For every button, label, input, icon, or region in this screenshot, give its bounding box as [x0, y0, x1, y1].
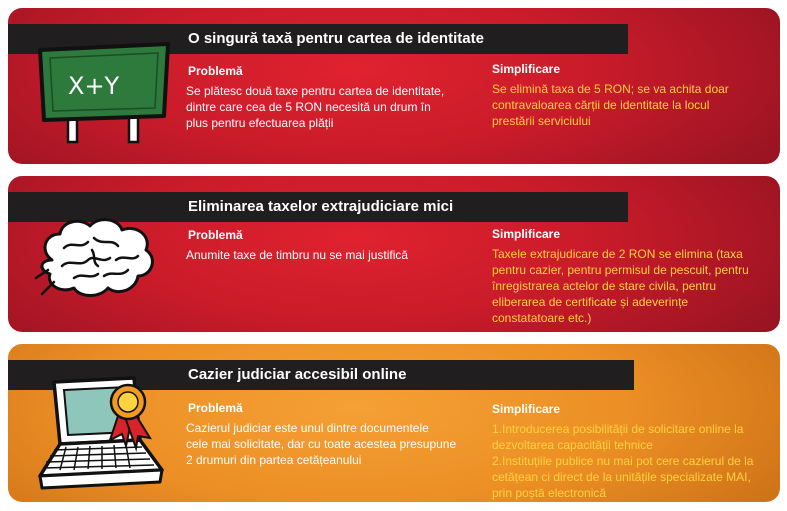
simplify-text [492, 246, 749, 326]
problem-text [186, 83, 444, 131]
problem-line: Se plătesc două taxe pentru cartea de identitate, [186, 84, 445, 98]
problem-label: Problemă [188, 401, 243, 415]
card-id-tax [8, 8, 780, 164]
problem-label: Problemă [188, 228, 243, 242]
simplify-line: Taxele extrajudicare de 2 RON se elimina (taxa [492, 247, 743, 261]
problem-label: Problemă [188, 64, 243, 78]
card-title: Cazier judiciar accesibil online [188, 366, 407, 383]
problem-line: Anumite taxe de timbru nu se mai justifică [186, 248, 409, 262]
simplify-label: Simplificare [492, 62, 561, 76]
simplify-label: Simplificare [492, 402, 561, 416]
problem-line: plus pentru efectuarea plății [186, 116, 334, 130]
simplify-text [492, 81, 729, 129]
card-title: O singură taxă pentru cartea de identitate [188, 30, 484, 47]
card-title: Eliminarea taxelor extrajudiciare mici [188, 198, 454, 215]
problem-line: Cazierul judiciar este unul dintre documentele [186, 421, 429, 435]
simplify-line: înregistrarea actelor de stare civila, pentru [492, 279, 717, 293]
problem-line: dintre care cea de 5 RON necesită un drum în [186, 100, 431, 114]
chalkboard-icon [28, 26, 178, 146]
problem-line: 2 drumuri din partea cetățeanului [186, 453, 362, 467]
simplify-line: constatatoare etc.) [492, 311, 592, 325]
simplify-label: Simplificare [492, 227, 561, 241]
simplify-line: dezvoltarea capacității tehnice [492, 438, 653, 452]
card-extrajudicial-fees [8, 176, 780, 332]
laptop-award-icon [30, 370, 180, 500]
simplify-line: 1.Introducerea posibilității de solicitare online la [492, 422, 744, 436]
simplify-line: 2.Instituțiile publice nu mai pot cere cazierul de la [492, 454, 754, 468]
simplify-text [492, 421, 753, 501]
problem-line: cele mai solicitate, dar cu toate acestea presupune [186, 437, 457, 451]
simplify-line: pentru cazier, pentru permisul de pescuit, pentru [492, 263, 749, 277]
simplify-line: prestării serviciului [492, 114, 591, 128]
problem-text [186, 247, 408, 263]
simplify-line: prin poștă electronică [492, 486, 607, 500]
chalk-text: X+Y [68, 72, 120, 100]
brain-icon [32, 210, 162, 310]
simplify-line: eliberarea de certificate și adeverințe [492, 295, 689, 309]
simplify-line: Se elimină taxa de 5 RON; se va achita doar [492, 82, 729, 96]
card-criminal-record-online [8, 344, 780, 502]
simplify-line: cetățean ci direct de la unitățile specializate MAI, [492, 470, 751, 484]
simplify-line: contravaloarea cărții de identitate la locul [492, 98, 710, 112]
problem-text [186, 420, 456, 468]
